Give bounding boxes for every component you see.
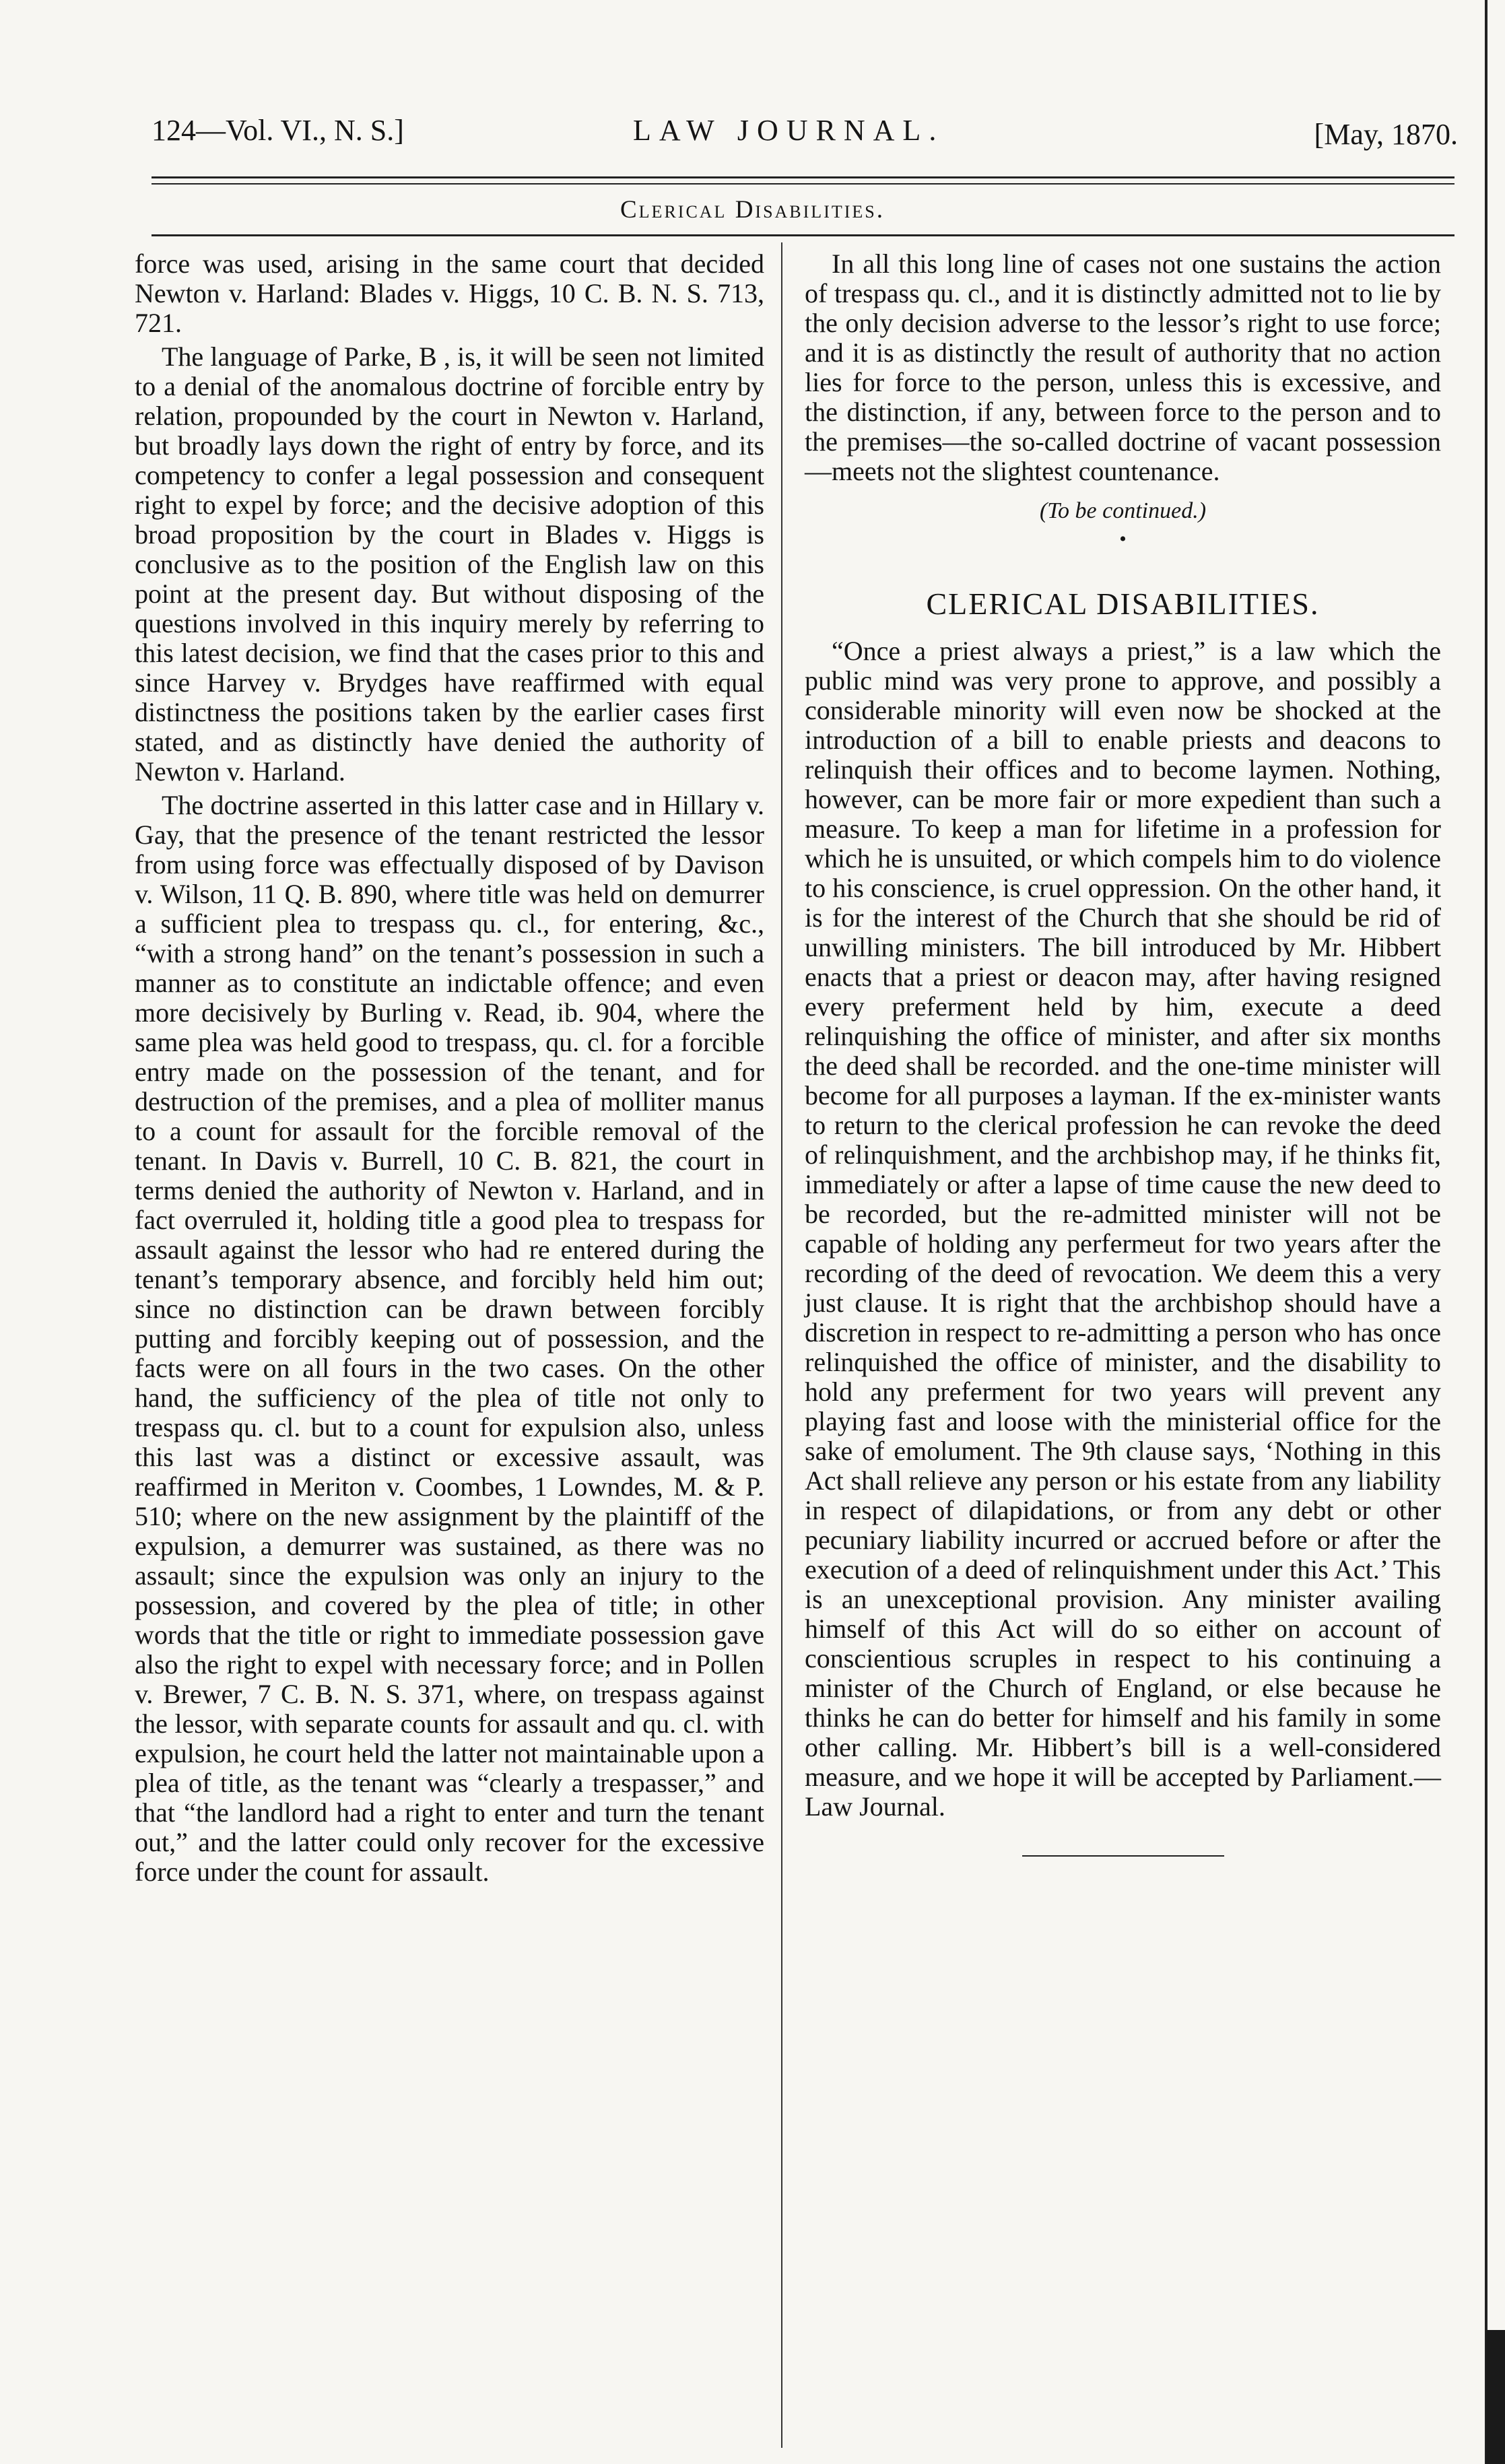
separator-mark: • — [1119, 528, 1127, 550]
scan-edge-shadow — [1486, 2330, 1505, 2464]
left-paragraph-3: The doctrine asserted in this latter case and in Hillary v. Gay, that the presence of the tenant restricted the lessor from using force was effectually disposed of by Davison v. Wilson, 11 Q. B. 890, where title was held on demurrer a sufficient plea to trespass qu. cl., for entering, &c., “with a strong hand” on the tenant’s possession in such a manner as to constitute an indictable offence; and even more decisively by Burling v. Read, ib. 904, where the same plea was held good to trespass, qu. cl. for a forcible entry made on the possession of the tenant, and for destruction of the premises, and a plea of molliter manus to a count for assault for the forcible removal of the tenant. In Davis v. Burrell, 10 C. B. 821, the court in terms denied the authority of Newton v. Harland, and in fact overruled it, holding title a good plea to trespass for assault against the lessor who had re entered during the tenant’s temporary absence, and forcibly held him out; since no distinction can be drawn between forcibly putting and forcibly keeping out of possession, and the facts were on all fours in the two cases. On the other hand, the sufficiency of the plea of title not only to trespass qu. cl. but to a count for expulsion also, unless this last was a distinct or excessive assault, was reaffirmed in Meriton v. Coombes, 1 Lowndes, M. & P. 510; where on the new assignment by the plaintiff of the expulsion, a demurrer was sustained, as there was no assault; since the expulsion was only an injury to the possession, and covered by the plea of title; in other words that the title or right to immediate possession gave also the right to expel with necessary force; and in Pollen v. Brewer, 7 C. B. N. S. 371, where, on trespass against the lessor, with separate counts for assault and qu. cl. with expulsion, he court held the latter not maintainable upon a plea of title, as the tenant was “clearly a trespasser,” and that “the landlord had a right to enter and turn the tenant out,” and the latter could only recover for the excessive force under the count for assault. — [135, 790, 764, 1887]
right-column — [805, 249, 1441, 1857]
scan-edge-line — [1485, 0, 1487, 2464]
header-rule-top — [152, 176, 1454, 178]
right-intro-paragraph: In all this long line of cases not one sustains the action of trespass qu. cl., and it is distinctly admitted not to lie by the only decision adverse to the lessor’s right to use force; and it is as distinctly the result of authority that no action lies for force to the person, unless this is excessive, and the distinction, if any, between force to the person and to the premises—the so-called doctrine of vacant possession—meets not the slightest countenance. — [805, 248, 1441, 486]
journal-title: LAW JOURNAL. — [633, 114, 945, 147]
column-divider — [781, 242, 782, 2448]
running-head — [152, 113, 1458, 160]
article-end-rule — [1022, 1855, 1224, 1857]
left-paragraph-2: The language of Parke, B , is, it will be seen not limited to a denial of the anomalous doctrine of forcible entry by relation, propounded by the court in Newton v. Harland, but broadly lays down the right of entry by force, and its competency to confer a legal possession and consequent right to expel by force; and the decisive adoption of this broad proposition by the court in Blades v. Higgs is conclusive as to the position of the English law on this point at the present day. But without disposing of the questions involved in this inquiry merely by referring to this latest decision, we find that the cases prior to this and since Harvey v. Brydges have reaffirmed with equal distinctness the positions taken by the earlier cases first stated, and as distinctly have denied the authority of Newton v. Harland. — [135, 341, 764, 787]
header-rule-bottom — [152, 183, 1454, 185]
article-title: CLERICAL DISABILITIES. — [926, 587, 1320, 621]
article-body: “Once a priest always a priest,” is a law which the public mind was very prone to approve, and possibly a considerable minority will even now be shocked at the introduction of a bill to enable priests and deacons to relinquish their offices and to become laymen. Nothing, however, can be more fair or more expedient than such a measure. To keep a man for lifetime in a profession for which he is unsuited, or which compels him to do violence to his conscience, is cruel oppression. On the other hand, it is for the interest of the Church that she should be rid of unwilling ministers. The bill introduced by Mr. Hibbert enacts that a priest or deacon may, after having resigned every preferment held by him, execute a deed relinquishing the office of minister, and after six months the deed shall be recorded. and the one-time minister will become for all purposes a layman. If the ex-minister wants to return to the clerical profession he can revoke the deed of relinquishment, and the archbishop may, if he thinks fit, immediately or after a lapse of time cause the new deed to be recorded, but the re-admitted minister will not be capable of holding any perfermeut for two years after the recording of the deed of revocation. We deem this a very just clause. It is right that the archbishop should have a discretion in respect to re-admitting a person who has once relinquished the office of minister, and the disability to hold any preferment for two years will prevent any playing fast and loose with the ministerial office for the sake of emolument. The 9th clause says, ‘Nothing in this Act shall relieve any person or his estate from any liability in respect of dilapidations, or from any debt or other pecuniary liability incurred or accrued before or after the execution of a deed of relinquishment under this Act.’ This is an unexceptional provision. Any minister availing himself of this Act will do so either on account of conscientious scruples in respect to his continuing a minister of the Church of England, or else because he thinks he can do better for himself and his family in some other calling. Mr. Hibbert’s bill is a well-considered measure, and we hope it will be accepted by Parliament.—Law Journal. — [805, 636, 1441, 1822]
left-column — [135, 249, 764, 1891]
to-be-continued-note: (To be continued.) — [1039, 498, 1207, 523]
page-volume-label: 124—Vol. VI., N. S.] — [152, 114, 404, 147]
section-rule — [152, 234, 1454, 236]
section-title: Clerical Disabilities. — [620, 196, 885, 224]
issue-date: [May, 1870. — [1314, 118, 1458, 151]
left-paragraph-1: force was used, arising in the same court that decided Newton v. Harland: Blades v. Higgs, 10 C. B. N. S. 713, 721. — [135, 248, 764, 338]
